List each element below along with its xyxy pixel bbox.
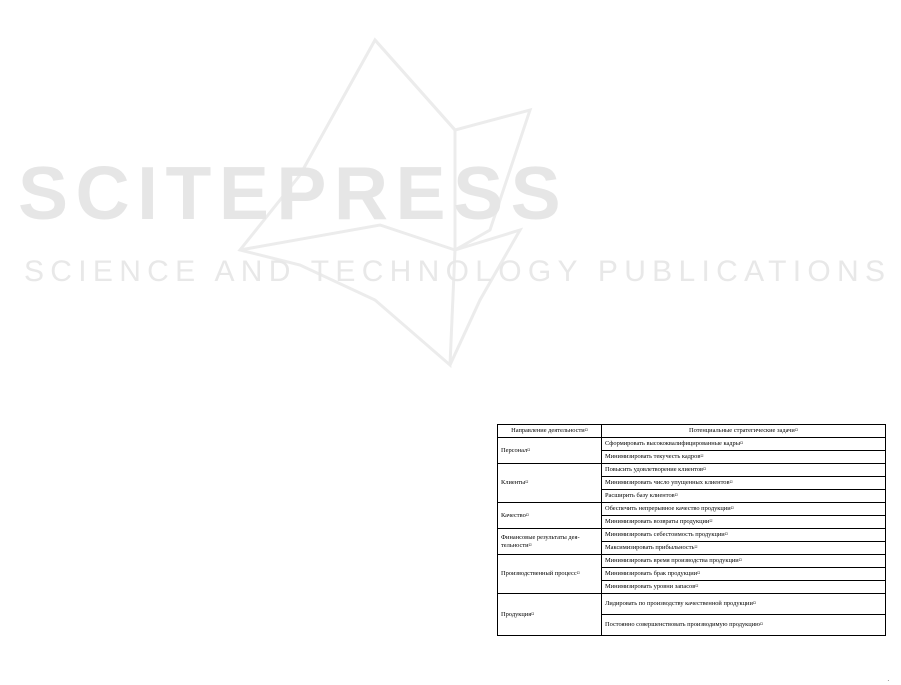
table-row xyxy=(498,438,886,451)
table-cell-task: Постоянно совершенствовать производимую продукцию¤ xyxy=(602,615,886,636)
table-cell-category: Персонал¤ xyxy=(498,438,602,464)
table-cell-task: Максимизировать прибыльность¤ xyxy=(602,542,886,555)
table-row xyxy=(498,529,886,542)
watermark-sub-text: SCIENCE AND TECHNOLOGY PUBLICATIONS xyxy=(24,255,892,288)
table-cell-category: Производственный процесс¤ xyxy=(498,555,602,594)
table-row xyxy=(498,503,886,516)
table-cell-category: Клиенты¤ xyxy=(498,464,602,503)
table-cell-category: Финансовые результаты дея-тельности¤ xyxy=(498,529,602,555)
table-cell-task: Минимизировать уровни запасов¤ xyxy=(602,581,886,594)
table-cell-task: Минимизировать брак продукции¤ xyxy=(602,568,886,581)
table-cell-task: Минимизировать себестоимость продукции¤ xyxy=(602,529,886,542)
table-cell-task: Минимизировать текучесть кадров¤ xyxy=(602,451,886,464)
strategic-tasks-table-container xyxy=(497,424,885,636)
table-cell-category: Качество¤ xyxy=(498,503,602,529)
table-header-cell-direction: Направление деятельности¤ xyxy=(498,425,602,438)
table-row xyxy=(498,555,886,568)
page-bottom-mark: . xyxy=(887,677,889,683)
table-cell-task: Сформировать высококвалифицированные кадры¤ xyxy=(602,438,886,451)
table-cell-category: Продукция¤ xyxy=(498,594,602,636)
table-cell-task: Минимизировать возвраты продукции¤ xyxy=(602,516,886,529)
table-cell-task: Повысить удовлетворение клиентов¤ xyxy=(602,464,886,477)
table-cell-task: Обеспечить непрерывное качество продукции¤ xyxy=(602,503,886,516)
table-cell-task: Минимизировать время производства продукции¤ xyxy=(602,555,886,568)
table-header-cell-tasks: Потенциальные стратегические задачи¤ xyxy=(602,425,886,438)
table-header-row xyxy=(498,425,886,438)
watermark-main-text: SCITEPRESS xyxy=(18,151,569,235)
table-row xyxy=(498,594,886,615)
table-cell-task: Минимизировать число упущенных клиентов¤ xyxy=(602,477,886,490)
table-cell-task: Лидировать по производству качественной продукции¤ xyxy=(602,594,886,615)
strategic-tasks-table xyxy=(497,424,886,636)
table-row xyxy=(498,464,886,477)
table-cell-task: Расширить базу клиентов¤ xyxy=(602,490,886,503)
